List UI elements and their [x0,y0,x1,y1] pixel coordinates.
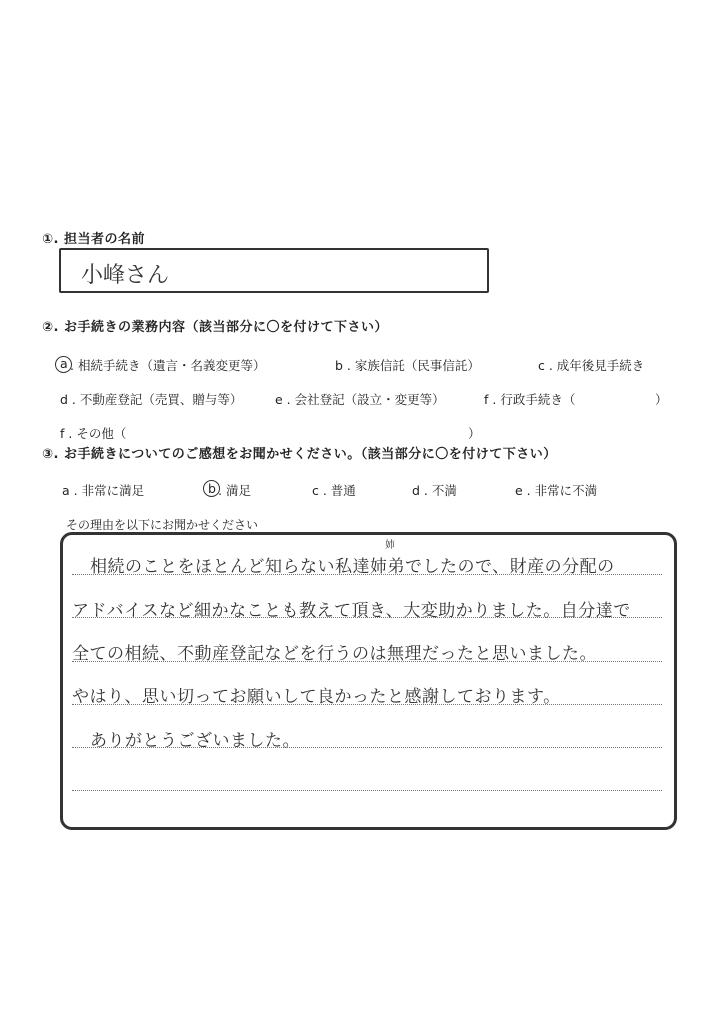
rating-very-satisfied[interactable]: a . 非常に満足 [62,483,145,498]
option-gyousei-close: ） [655,392,668,407]
option-sonota[interactable]: f . その他（ [60,426,127,441]
name-answer-box[interactable] [59,248,489,293]
comment-line-5: ありがとうございました。 [90,731,300,751]
option-seinen-kouken[interactable]: c . 成年後見手続き [538,358,645,373]
option-fudousan-touki[interactable]: d . 不動産登記（売買、贈与等） [60,392,243,407]
comment-line-2: アドバイスなど細かなことも教えて頂き、大変助かりました。自分達で [72,601,631,621]
ruled-line [72,790,662,791]
rating-b-mark: b [208,481,216,496]
comment-line-1: 相続のことをほとんど知らない私達姉弟でしたので、財産の分配の [90,557,615,577]
option-a-mark: a [60,356,68,371]
option-kazoku-shintaku[interactable]: b . 家族信託（民事信託） [335,358,480,373]
option-gyousei[interactable]: f . 行政手続き（ [484,392,576,407]
comment-ruby: 姉 [385,540,395,551]
option-souzoku[interactable]: . 相続手続き（遺言・名義変更等） [70,358,266,373]
comment-line-4: やはり、思い切ってお願いして良かったと感謝しております。 [72,687,561,707]
q1-heading: ①. 担当者の名前 [42,232,145,247]
rating-neutral[interactable]: c . 普通 [312,483,356,498]
reason-label: その理由を以下にお聞かせください [66,518,259,532]
q3-heading: ③. お手続きについてのご感想をお聞かせください。（該当部分に〇を付けて下さい） [42,447,557,462]
rating-dissatisfied[interactable]: d . 不満 [412,483,457,498]
rating-very-dissatisfied[interactable]: e . 非常に不満 [515,483,598,498]
q2-heading: ②. お手続きの業務内容（該当部分に〇を付けて下さい） [42,320,388,335]
option-sonota-close: ） [468,426,481,441]
comment-line-3: 全ての相続、不動産登記などを行うのは無理だったと思いました。 [72,644,597,664]
option-kaisha-touki[interactable]: e . 会社登記（設立・変更等） [275,392,445,407]
rating-satisfied[interactable]: . 満足 [218,483,251,498]
name-answer: 小峰さん [81,263,170,288]
